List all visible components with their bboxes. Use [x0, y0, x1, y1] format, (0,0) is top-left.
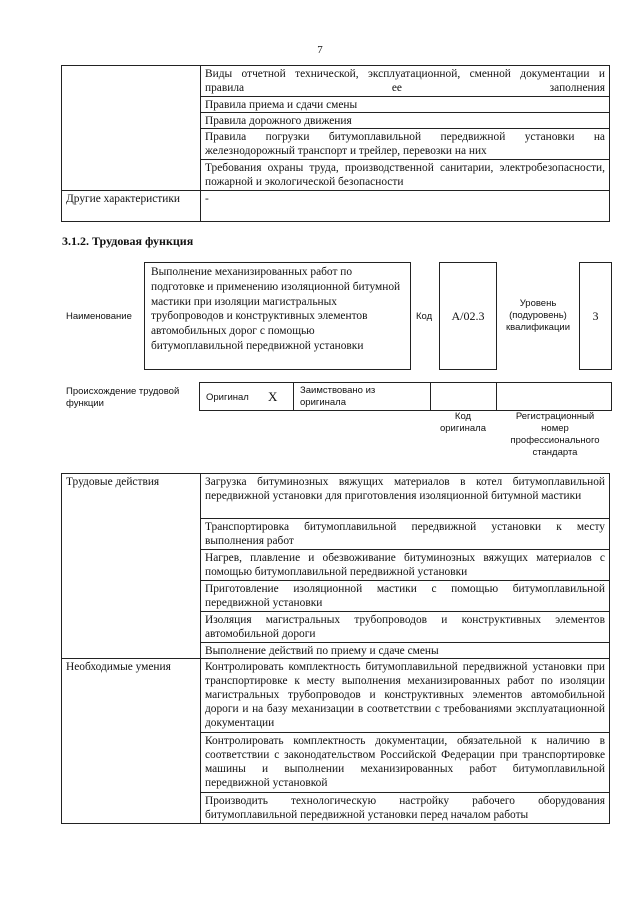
- skill-item: Контролировать комплектность битумоплавильной передвижной установки при транспортировке к месту выполнения механизированных работ по изоляции магистральных трубопроводов и конструктивных элементов автомобильной дороги и на базу механизации в соответствии с требованиями эксплуатационной документации: [201, 659, 610, 733]
- action-item: Нагрев, плавление и обезвоживание битуминозных вяжущих материалов с помощью битумоплавильной передвижной установки: [201, 550, 610, 581]
- name-label: Наименование: [66, 311, 132, 322]
- action-item: Загрузка битуминозных вяжущих материалов в котел битумоплавильной передвижной установки для приготовления изоляционной битумной мастики: [201, 474, 610, 519]
- divider: [430, 383, 431, 410]
- actions-label: Трудовые действия: [62, 474, 201, 659]
- table-row: [62, 191, 610, 222]
- knowledge-item: Виды отчетной технической, эксплуатационной, сменной документации и правила ее заполнения: [201, 66, 610, 97]
- knowledge-table: [61, 65, 610, 222]
- page-number: 7: [317, 44, 323, 56]
- code-label: Код: [416, 311, 433, 322]
- table-cell-empty: [62, 66, 201, 191]
- name-value: Выполнение механизированных работ по подготовке и применению изоляционной битумной мастики при изоляции магистральных трубопроводов и конструктивных элементов автомобильных дорог с помощью битумоплавильной передвижной установки: [151, 266, 401, 352]
- action-item: Приготовление изоляционной мастики с помощью битумоплавильной передвижной установки: [201, 581, 610, 612]
- table-row: [62, 659, 610, 733]
- origin-label: Происхождение трудовой функции: [66, 386, 180, 409]
- action-item: Выполнение действий по приему и сдаче смены: [201, 643, 610, 659]
- reg-caption: Регистрационный номер профессионального стандарта: [510, 411, 600, 458]
- original-label: Оригинал: [206, 392, 249, 403]
- code-box: [439, 262, 497, 370]
- action-item: Изоляция магистральных трубопроводов и конструктивных элементов автомобильной дороги: [201, 612, 610, 643]
- level-value: 3: [592, 308, 599, 323]
- origin-box: [199, 382, 612, 411]
- knowledge-item: Требования охраны труда, производственной санитарии, электробезопасности, пожарной и экологической безопасности: [201, 160, 610, 191]
- name-box: [144, 262, 411, 370]
- level-label: Уровень (подуровень) квалификации: [505, 298, 571, 333]
- divider: [293, 383, 294, 410]
- knowledge-item: Правила погрузки битумоплавильной передвижной установки на железнодорожный транспорт и трейлер, перевозки на них: [201, 129, 610, 160]
- knowledge-item: Правила приема и сдачи смены: [201, 97, 610, 113]
- skills-label: Необходимые умения: [62, 659, 201, 824]
- code-value: А/02.3: [451, 308, 485, 323]
- level-box: [579, 262, 612, 370]
- action-item: Транспортировка битумоплавильной передвижной установки к месту выполнения работ: [201, 519, 610, 550]
- borrowed-label: Заимствовано из оригинала: [300, 385, 376, 408]
- table-row: [62, 474, 610, 519]
- original-mark: Х: [268, 389, 278, 404]
- skill-item: Производить технологическую настройку рабочего оборудования битумоплавильной передвижной установки перед началом работы: [201, 793, 610, 824]
- labor-functions-table: [61, 473, 610, 824]
- other-characteristics-label: Другие характеристики: [62, 191, 201, 222]
- table-row: [62, 66, 610, 97]
- other-characteristics-value: -: [201, 191, 610, 222]
- knowledge-item: Правила дорожного движения: [201, 113, 610, 129]
- skill-item: Контролировать комплектность документации, обязательной к наличию в соответствии с законодательством Российской Федерации при транспортировке машины и выполнении механизированных работ битумоплавильной передвижной установкой: [201, 733, 610, 793]
- section-title: 3.1.2. Трудовая функция: [62, 234, 194, 248]
- code-caption: Код оригинала: [439, 411, 486, 434]
- divider: [496, 383, 497, 410]
